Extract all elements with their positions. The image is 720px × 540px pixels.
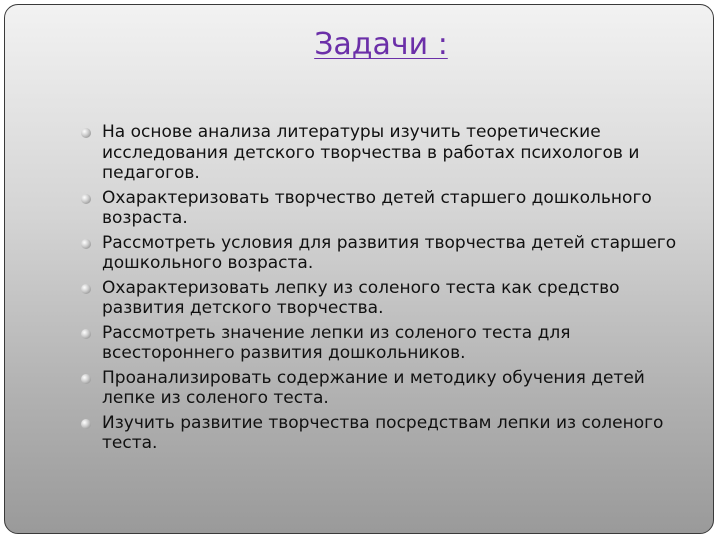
list-item (81, 368, 681, 409)
list-item-text: На основе анализа литературы изучить теоретические исследования детского творчества в работах психологов и педагогов. (102, 122, 640, 183)
list-item-text: Рассмотреть условия для развития творчества детей старшего дошкольного возраста. (102, 232, 677, 273)
list-item (81, 122, 681, 184)
bullet-dot-icon (81, 239, 91, 249)
list-item-text: Проанализировать содержание и методику обучения детей лепке из соленого теста. (102, 367, 645, 408)
task-list (81, 122, 681, 458)
slide-title: Задачи : (314, 27, 448, 62)
list-item-text: Охарактеризовать лепку из соленого теста как средство развития детского творчества. (102, 277, 620, 318)
slide (4, 4, 714, 534)
list-item-text: Изучить развитие творчества посредствам лепки из соленого теста. (102, 412, 664, 453)
bullet-dot-icon (81, 194, 91, 204)
bullet-dot-icon (81, 329, 91, 339)
list-item (81, 323, 681, 364)
list-item (81, 413, 681, 454)
list-item-text: Охарактеризовать творчество детей старшего дошкольного возраста. (102, 187, 652, 228)
bullet-dot-icon (81, 128, 91, 138)
list-item (81, 233, 681, 274)
list-item (81, 278, 681, 319)
bullet-dot-icon (81, 419, 91, 429)
list-item-text: Рассмотреть значение лепки из соленого теста для всестороннего развития дошкольников. (102, 322, 571, 363)
bullet-dot-icon (81, 374, 91, 384)
bullet-dot-icon (81, 284, 91, 294)
list-item (81, 188, 681, 229)
